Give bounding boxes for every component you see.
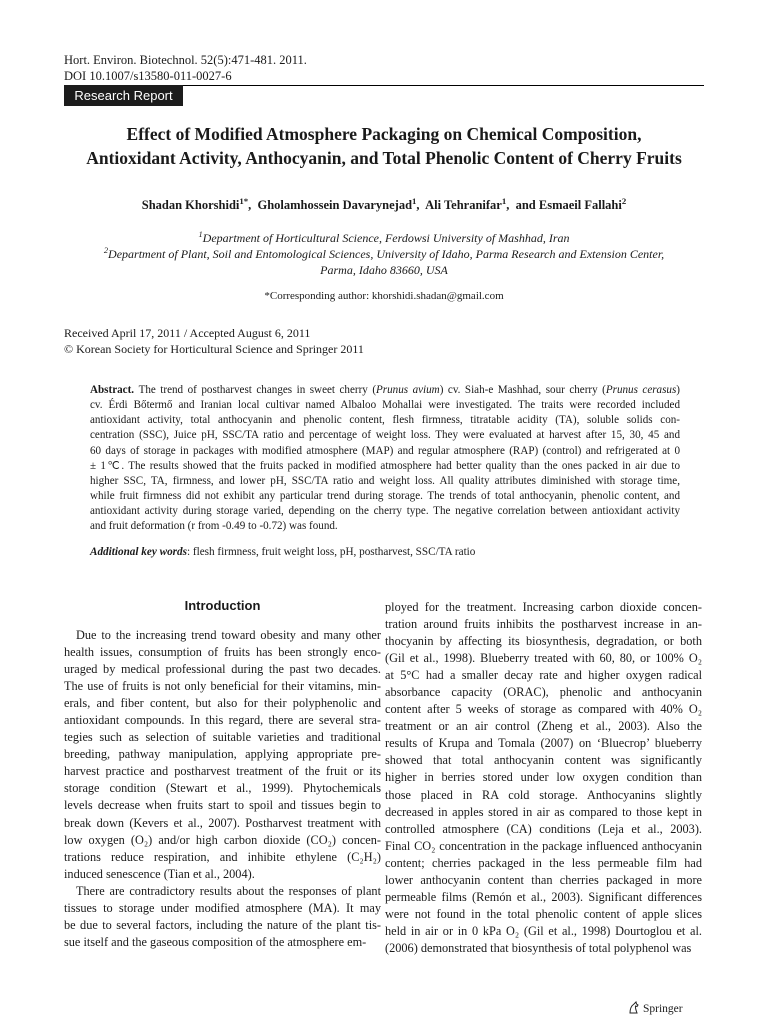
- body-text-line: breeding, pathway manipulation, applying appropriate pre-: [64, 747, 381, 762]
- keywords-text: : flesh firmness, fruit weight loss, pH, postharvest, SSC/TA ratio: [186, 546, 476, 558]
- abstract-line: 60 days of storage in packages with modified atmosphere (MAP) and regular atmosphere (RAP) (control) and refrigerated at 0: [90, 444, 680, 457]
- author-4: and Esmaeil Fallahi: [515, 198, 622, 212]
- body-text-line: The use of fruits is not only beneficial for their vitamins, min-: [64, 679, 381, 694]
- body-text-line: uraged by medical professional during the past two decades.: [64, 662, 381, 677]
- copyright-line: © Korean Society for Horticultural Science and Springer 2011: [64, 342, 364, 356]
- body-text-line: induced senescence (Tian et al., 2004).: [64, 866, 255, 881]
- body-text-line: tissues to storage under modified atmosphere (MA). It may: [64, 900, 381, 915]
- body-text-line: decreased in apples stored in air as compared to those kept in: [385, 804, 702, 819]
- body-text-line: controlled atmosphere (CA) conditions (Leja et al., 2003).: [385, 821, 702, 836]
- received-dates: Received April 17, 2011 / Accepted August 6, 2011: [64, 326, 311, 340]
- body-text-line: tegies such as selection of suitable varieties and traditional: [64, 730, 381, 745]
- body-text-line: harvest practice and postharvest treatment of the fruit or its: [64, 764, 381, 779]
- body-text-line: tration around fruits inhibits the postharvest increase in an-: [385, 617, 702, 632]
- abstract-line: while fruit firmness did not exhibit any particular trend during storage. The trends of total anthocyanin, phenolic content, and: [90, 490, 680, 503]
- body-text-line: higher in berries stored under low oxygen condition than: [385, 770, 702, 785]
- abstract-line: and fruit deformation (r from -0.49 to -0.72) was found.: [90, 520, 338, 533]
- author-4-affil: 2: [621, 195, 627, 206]
- journal-info: [64, 52, 307, 84]
- body-text-line: lower anthocyanin content than cherries packaged in more: [385, 872, 702, 887]
- body-text-line: sue itself and the gaseous composition of the atmosphere em-: [64, 934, 367, 949]
- body-text-line: low oxygen (O₂) and/or high carbon dioxide (CO₂) concen-: [64, 832, 381, 847]
- author-3: Ali Tehranifar: [425, 198, 502, 212]
- affiliation-1-mark: 1: [198, 230, 203, 239]
- title-line-2: Antioxidant Activity, Anthocyanin, and Total Phenolic Content of Cherry Fruits: [86, 148, 682, 168]
- body-text-line: results of Krupa and Tomala (2007) on ‘Bluecrop’ blueberry: [385, 736, 702, 751]
- title-line-1: Effect of Modified Atmosphere Packaging on Chemical Composition,: [126, 124, 642, 144]
- body-text-line: absorbance capacity (ORAC), phenolic and anthocyanin: [385, 685, 702, 700]
- abstract-line: ± 1℃. The results showed that the fruits packed in modified atmosphere had better quality than the ones packed in air due to: [90, 459, 680, 472]
- affiliation-1-text: Department of Horticultural Science, Ferdowsi University of Mashhad, Iran: [202, 231, 570, 245]
- body-text-line: at 5°C had a smaller decay rate and higher oxygen radical: [385, 668, 702, 683]
- affiliation-2-cont: Parma, Idaho 83660, USA: [320, 263, 448, 277]
- abstract-line: centration (SSC), Juice pH, SSC/TA ratio and percentage of weight loss. They were evaluated at harvest after 15, 30, 45 and: [90, 429, 680, 442]
- received-info: [64, 325, 364, 357]
- body-text-line: storage condition (Stewart et al., 1999). Phytochemicals: [64, 781, 381, 796]
- body-text-line: Due to the increasing trend toward obesity and many other: [76, 628, 381, 642]
- affiliation-2: [30, 246, 738, 262]
- abstract-line: Abstract. The trend of postharvest changes in sweet cherry (Prunus avium) cv. Siah-e Mashhad, sour cherry (Prunus cerasus): [90, 384, 680, 396]
- publisher-logo: [627, 1001, 683, 1017]
- keywords-label: Additional key words: [90, 546, 187, 558]
- abstract-body: [90, 383, 680, 535]
- author-2-affil: 1: [412, 195, 417, 206]
- body-text-line: Final CO₂ concentration in the package influenced anthocyanin: [385, 838, 702, 853]
- section-heading-introduction: Introduction: [184, 598, 261, 613]
- springer-horse-icon: [627, 1001, 640, 1017]
- abstract-line: higher SSC, TA, firmness, and lower pH, SSC/TA ratio and weight loss. All quality attributes diminished with storage time,: [90, 474, 680, 487]
- left-column-text: [64, 627, 381, 951]
- body-text-line: There are contradictory results about the responses of plant: [76, 883, 381, 898]
- author-list: Shadan Khorshidi$^{1*}$, Gholamhossein Davarynejad$^1$, Ali Tehranifar$^1$, and Esmaeil Fallahi$^2$: [141, 195, 627, 212]
- doi: DOI 10.1007/s13580-011-0027-6: [64, 69, 232, 83]
- corresponding-author: *Corresponding author: khorshidi.shadan@gmail.com: [264, 290, 504, 302]
- body-text-line: thocyanin by affecting its biosynthesis, degradation, or both: [385, 634, 702, 649]
- body-text-line: content; cherries packaged in the less permeable film had: [385, 855, 702, 870]
- affiliation-2-mark: 2: [103, 246, 109, 255]
- section-label: Research Report: [64, 85, 183, 106]
- body-text-line: content after 5 weeks of storage as compared with 40% O₂: [385, 702, 702, 717]
- author-3-affil: 1: [501, 195, 507, 206]
- author-2: Gholamhossein Davarynejad: [257, 198, 413, 212]
- publisher-name: Springer: [643, 1003, 683, 1015]
- abstract-line: antioxidant activity during storage varied, depending on the cherry type. The negative correlation between antioxidant activity: [90, 505, 680, 518]
- body-text-line: (2006) demonstrated that biosynthesis of total polyphenol was: [385, 940, 692, 955]
- affiliation-1: [30, 230, 738, 246]
- paper-title: [30, 122, 738, 170]
- body-text-line: health issues, consumption of fruits has been strongly enco-: [64, 645, 381, 660]
- body-text-line: treatment or an air control (Zheng et al., 2003). Also the: [385, 719, 702, 734]
- body-text-line: held in air or in 0 kPa O₂ (Gil et al., 1998) Dourtoglou et al.: [385, 923, 702, 938]
- body-text-line: permeable films (Remón et al., 2003). Significant differences: [385, 889, 702, 904]
- body-text-line: those placed in RA cold storage. Anthocyanins slightly: [385, 787, 702, 802]
- body-text-line: were not found in the total phenolic content of apple slices: [385, 906, 702, 921]
- right-column-text: [385, 599, 702, 957]
- author-1-affil: 1*: [239, 195, 249, 206]
- body-text-line: showed that total anthocyanin content was significantly: [385, 753, 702, 768]
- body-text-line: erals, and fiber content, but also for their polyphenolic and: [64, 696, 381, 711]
- body-text-line: be due to several factors, including the nature of the plant tis-: [64, 917, 381, 932]
- body-text-line: ployed for the treatment. Increasing carbon dioxide concen-: [385, 600, 702, 614]
- abstract: [90, 383, 680, 535]
- abstract-line: antioxidant activity, total anthocyanin and phenolic content, flesh firmness, titratable acidity (TA), soluble solids con-: [90, 414, 680, 427]
- body-text-line: break down (Kevers et al., 2007). Postharvest treatment with: [64, 815, 381, 830]
- author-1: Shadan Khorshidi: [141, 198, 240, 212]
- abstract-label: Abstract.: [90, 384, 139, 396]
- abstract-line: cv. Érdi Bőtermő and Iranian local cultivar named Albaloo Mohallai were investigated. The traits were recorded included: [90, 399, 680, 412]
- body-text-line: antioxidant compounds. In this regard, there are several stra-: [64, 713, 381, 728]
- body-text-line: trations reduce respiration, and inhibite ethylene (C₂H₂): [64, 849, 381, 864]
- body-text-line: levels decrease when fruits start to spoil and tissues begin to: [64, 798, 381, 813]
- body-text-line: (Gil et al., 1998). Blueberry treated with 60, 80, or 100% O₂: [385, 651, 702, 666]
- journal-citation: Hort. Environ. Biotechnol. 52(5):471-481. 2011.: [64, 53, 307, 67]
- affiliation-2-text: Department of Plant, Soil and Entomological Sciences, University of Idaho, Parma Research and Extension Center,: [108, 247, 665, 261]
- keywords: [90, 546, 690, 558]
